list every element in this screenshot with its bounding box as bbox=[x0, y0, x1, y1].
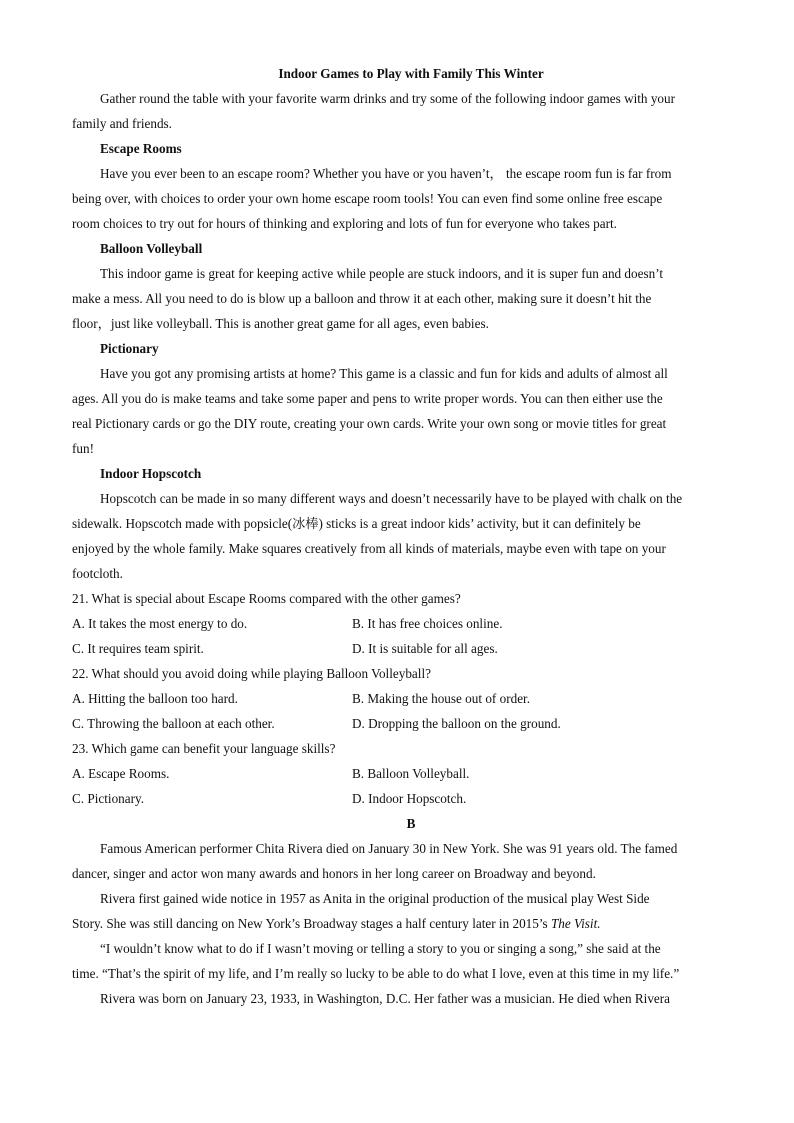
paragraph-line: Rivera was born on January 23, 1933, in Washington, D.C. Her father was a musician. He died when Rivera bbox=[100, 991, 671, 1006]
question-21-stem: 21. What is special about Escape Rooms compared with the other games? bbox=[72, 591, 461, 606]
paragraph-line: fun! bbox=[72, 441, 94, 456]
question-21-options-row bbox=[72, 636, 722, 661]
option-d: D. Dropping the balloon on the ground. bbox=[352, 716, 561, 731]
paragraph-line: dancer, singer and actor won many awards and honors in her long career on Broadway and beyond. bbox=[72, 866, 596, 881]
document-page bbox=[72, 61, 722, 1011]
paragraph-line: time. “That’s the spirit of my life, and I’m really so lucky to be able to do what I love, even at this time in my life.” bbox=[72, 966, 680, 981]
paragraph-line: being over, with choices to order your own home escape room tools! You can even find some online free escape bbox=[72, 191, 663, 206]
option-d: D. Indoor Hopscotch. bbox=[352, 791, 467, 806]
option-a: A. Escape Rooms. bbox=[72, 766, 170, 781]
option-c: C. It requires team spirit. bbox=[72, 641, 204, 656]
option-b: B. It has free choices online. bbox=[352, 616, 503, 631]
paragraph-line: Have you ever been to an escape room? Whether you have or you haven’t， the escape room fun is far from bbox=[100, 166, 672, 181]
option-b: B. Balloon Volleyball. bbox=[352, 766, 470, 781]
question-22-stem: 22. What should you avoid doing while playing Balloon Volleyball? bbox=[72, 666, 431, 681]
paragraph-line bbox=[72, 911, 722, 936]
part-b-label: B bbox=[406, 816, 416, 831]
paragraph-line: Have you got any promising artists at home? This game is a classic and fun for kids and adults of almost all bbox=[100, 366, 668, 381]
question-21-options-row bbox=[72, 611, 722, 636]
paragraph-line: “I wouldn’t know what to do if I wasn’t moving or telling a story to you or singing a song,” she said at the bbox=[100, 941, 661, 956]
play-title-italic: The Visit. bbox=[550, 916, 601, 931]
section-heading-indoor-hopscotch: Indoor Hopscotch bbox=[100, 466, 202, 481]
paragraph-line: Famous American performer Chita Rivera died on January 30 in New York. She was 91 years old. The famed bbox=[100, 841, 678, 856]
option-d: D. It is suitable for all ages. bbox=[352, 641, 498, 656]
option-c: C. Pictionary. bbox=[72, 791, 145, 806]
option-b: B. Making the house out of order. bbox=[352, 691, 531, 706]
paragraph-text: Story. She was still dancing on New York’s Broadway stages a half century later in 2015’s bbox=[72, 916, 551, 931]
intro-line: Gather round the table with your favorite warm drinks and try some of the following indoor games with your bbox=[100, 91, 675, 106]
paragraph-line: Hopscotch can be made in so many different ways and doesn’t necessarily have to be played with chalk on the bbox=[100, 491, 683, 506]
paragraph-line: Rivera first gained wide notice in 1957 as Anita in the original production of the musical play West Side bbox=[100, 891, 650, 906]
option-c: C. Throwing the balloon at each other. bbox=[72, 716, 275, 731]
paragraph-line: footcloth. bbox=[72, 566, 123, 581]
paragraph-line: room choices to try out for hours of thinking and exploring and lots of fun for everyone who takes part. bbox=[72, 216, 617, 231]
paragraph-line: real Pictionary cards or go the DIY route, creating your own cards. Write your own song or movie titles for great bbox=[72, 416, 667, 431]
section-heading-escape-rooms: Escape Rooms bbox=[100, 141, 182, 156]
intro-line: family and friends. bbox=[72, 116, 172, 131]
section-heading-balloon-volleyball: Balloon Volleyball bbox=[100, 241, 203, 256]
option-a: A. It takes the most energy to do. bbox=[72, 616, 248, 631]
question-23-options-row bbox=[72, 761, 722, 786]
passage-title: Indoor Games to Play with Family This Winter bbox=[278, 66, 544, 81]
paragraph-line: enjoyed by the whole family. Make squares creatively from all kinds of materials, maybe even with tape on your bbox=[72, 541, 666, 556]
option-a: A. Hitting the balloon too hard. bbox=[72, 691, 238, 706]
section-heading-pictionary: Pictionary bbox=[100, 341, 159, 356]
question-22-options-row bbox=[72, 711, 722, 736]
paragraph-line: ages. All you do is make teams and take some paper and pens to write proper words. You can then either use the bbox=[72, 391, 663, 406]
question-22-options-row bbox=[72, 686, 722, 711]
paragraph-line: make a mess. All you need to do is blow up a balloon and throw it at each other, making sure it doesn’t hit the bbox=[72, 291, 652, 306]
paragraph-line: sidewalk. Hopscotch made with popsicle(冰棒) sticks is a great indoor kids’ activity, but it can definitely be bbox=[72, 516, 641, 531]
question-23-options-row bbox=[72, 786, 722, 811]
paragraph-line: floor，just like volleyball. This is another great game for all ages, even babies. bbox=[72, 316, 489, 331]
paragraph-line: This indoor game is great for keeping active while people are stuck indoors, and it is super fun and doesn’t bbox=[100, 266, 664, 281]
question-23-stem: 23. Which game can benefit your language skills? bbox=[72, 741, 336, 756]
